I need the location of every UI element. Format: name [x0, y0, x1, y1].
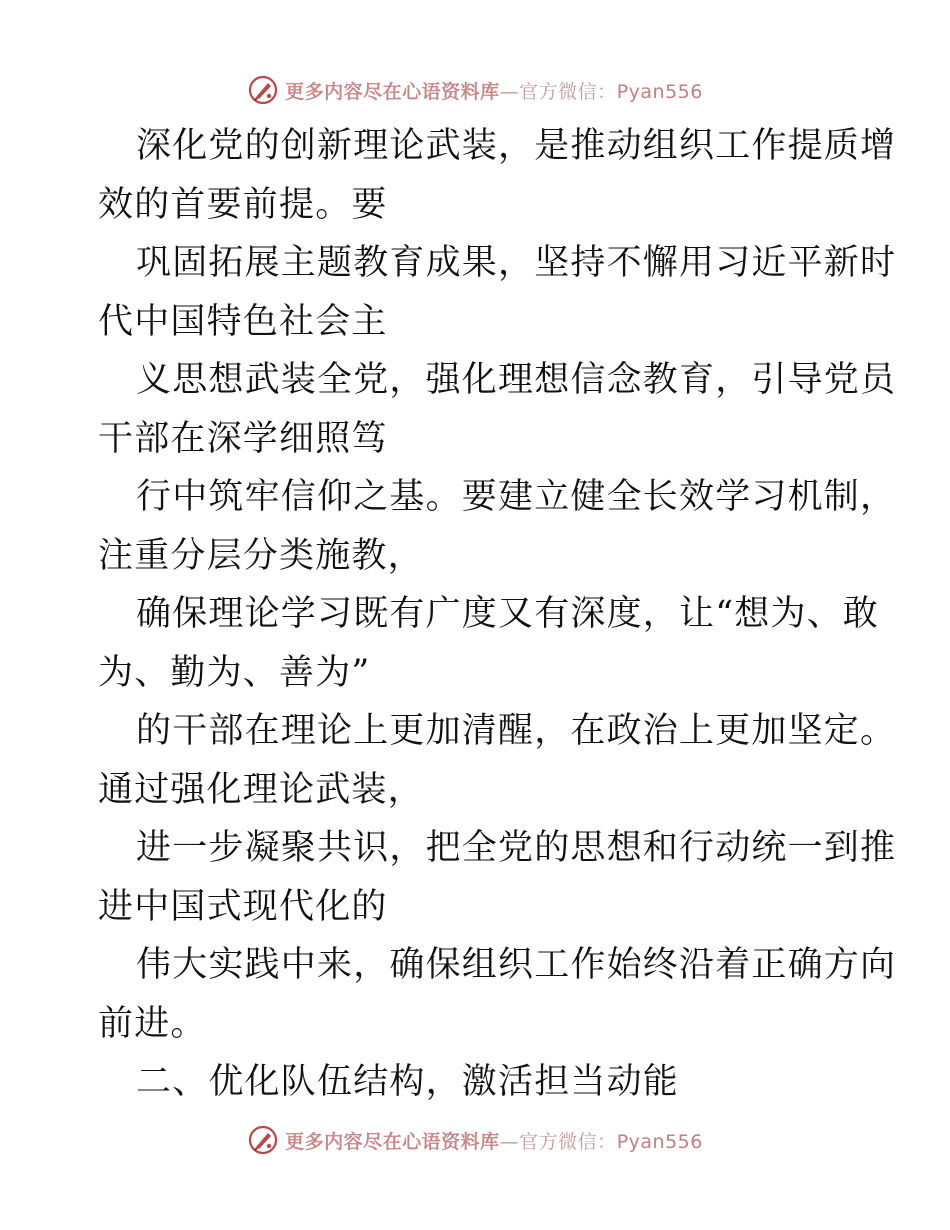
text-line: 前进。	[98, 1003, 207, 1044]
page-header-watermark	[0, 72, 950, 108]
text-line: 通过强化理论武装，	[98, 769, 424, 810]
watermark-brand: 更多内容尽在心语资料库	[285, 1130, 500, 1153]
page-footer-watermark	[0, 1122, 950, 1158]
text-line: 义思想武装全党，强化理想信念教育，引导党员	[136, 360, 897, 400]
watermark-separator: —	[499, 1130, 520, 1153]
text-line: 代中国特色社会主	[98, 301, 388, 342]
text-line: 伟大实践中来，确保组织工作始终沿着正确方向	[136, 945, 897, 985]
quill-pen-logo-icon	[247, 1124, 279, 1156]
watermark-text	[285, 1127, 703, 1154]
text-line: 为、勤为、善为”	[98, 652, 371, 693]
text-line: 干部在深学细照笃	[98, 418, 388, 459]
text-line: 深化党的创新理论武装，是推动组织工作提质增	[136, 126, 897, 166]
watermark-account: Pyan556	[616, 80, 703, 103]
quill-pen-logo-icon	[247, 74, 279, 106]
text-line: 的干部在理论上更加清醒，在政治上更加坚定。	[136, 711, 897, 751]
document-body	[98, 117, 897, 1112]
watermark-brand: 更多内容尽在心语资料库	[285, 80, 500, 103]
watermark-text	[285, 77, 703, 104]
text-line: 进一步凝聚共识，把全党的思想和行动统一到推	[136, 828, 897, 868]
text-line: 巩固拓展主题教育成果，坚持不懈用习近平新时	[136, 243, 897, 283]
watermark-account: Pyan556	[616, 1130, 703, 1153]
text-line: 确保理论学习既有广度又有深度，让“想为、敢	[136, 594, 880, 634]
text-line: 注重分层分类施教，	[98, 535, 424, 576]
watermark-label: 官方微信：	[519, 80, 617, 103]
watermark-label: 官方微信：	[519, 1130, 617, 1153]
text-line: 行中筑牢信仰之基。要建立健全长效学习机制，	[136, 477, 897, 517]
text-line: 效的首要前提。要	[98, 184, 388, 225]
section-heading: 二、优化队伍结构，激活担当动能	[136, 1062, 680, 1102]
text-line: 进中国式现代化的	[98, 886, 388, 927]
watermark-separator: —	[499, 80, 520, 103]
